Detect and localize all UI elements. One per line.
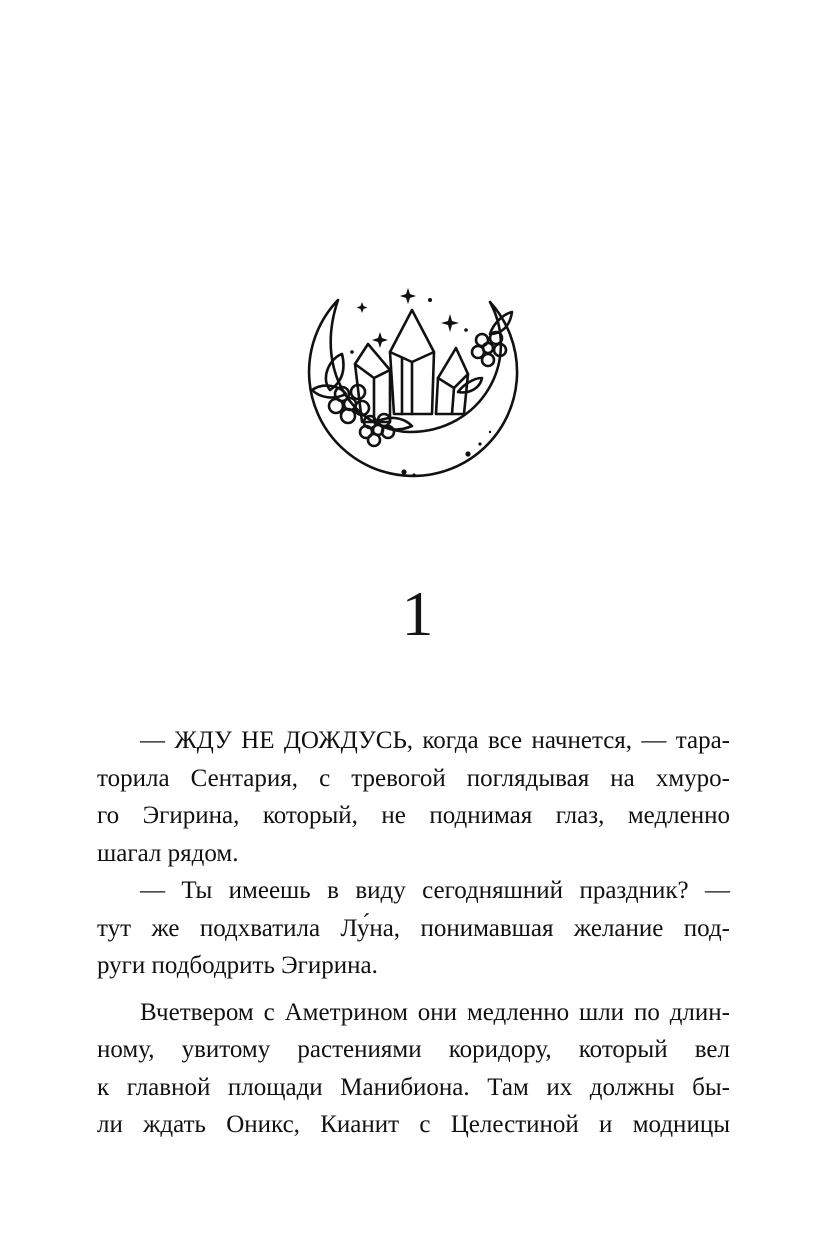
crescent-moon-crystals-emblem bbox=[290, 282, 530, 497]
flower-icon bbox=[329, 332, 506, 446]
text-line: шагал рядом. bbox=[97, 839, 239, 867]
text-line: руги подбодрить Эгирина. bbox=[97, 952, 378, 979]
paragraph bbox=[97, 722, 730, 872]
text-line: к главной площади Манибиона. Там их должны бы- bbox=[97, 1073, 730, 1101]
text-line: торила Сентария, с тревогой поглядывая на хмуро- bbox=[97, 764, 730, 792]
text-line: ли ждать Оникс, Кианит с Целестиной и модницы bbox=[97, 1111, 730, 1138]
paragraph bbox=[97, 994, 730, 1144]
chapter-body-text bbox=[97, 722, 730, 1144]
paragraph-spacer bbox=[97, 985, 730, 994]
text-line: — Ты имеешь в виду сегодняшний праздник? — bbox=[140, 877, 730, 904]
text-line: ному, увитому растениями коридору, который вел bbox=[97, 1036, 730, 1063]
chapter-number: 1 bbox=[401, 578, 434, 649]
text-line: Вчетвером с Аметрином они медленно шли по длин- bbox=[140, 998, 730, 1026]
text-line: го Эгирина, который, не поднимая глаз, медленно bbox=[97, 802, 730, 829]
text-line: тут же подхватила Лу́на, понимавшая желание под- bbox=[97, 914, 730, 942]
text-line: — ЖДУ НЕ ДОЖДУСЬ, когда все начнется, — тара- bbox=[140, 727, 730, 754]
paragraph bbox=[97, 872, 730, 985]
